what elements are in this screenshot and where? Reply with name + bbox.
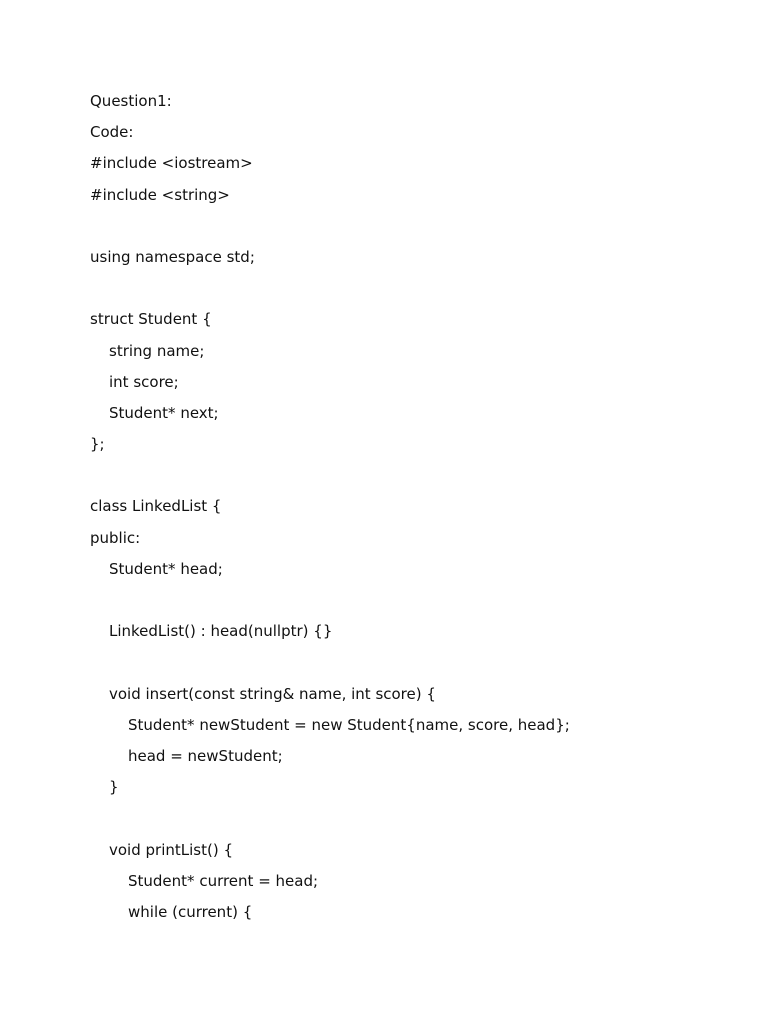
code-line: struct Student {	[90, 310, 212, 329]
code-line: Student* next;	[109, 403, 219, 422]
code-line: void printList() {	[109, 840, 233, 859]
code-blank-line	[90, 211, 730, 242]
code-line: head = newStudent;	[128, 746, 283, 765]
code-line: Student* current = head;	[128, 871, 319, 890]
code-blank-line	[90, 585, 730, 616]
code-line: LinkedList() : head(nullptr) {}	[109, 622, 333, 641]
code-line: Student* head;	[109, 559, 223, 578]
code-label: Code:	[90, 123, 134, 142]
code-line: }	[109, 778, 119, 797]
code-block	[90, 148, 730, 928]
code-line: using namespace std;	[90, 247, 255, 266]
document-body	[90, 86, 730, 928]
code-line: public:	[90, 528, 141, 547]
question-heading: Question1:	[90, 92, 172, 110]
code-line: };	[90, 435, 105, 454]
code-line: void insert(const string& name, int score) {	[109, 684, 436, 703]
code-line: string name;	[109, 341, 205, 360]
code-blank-line	[90, 273, 730, 304]
code-blank-line	[90, 460, 730, 491]
code-line: int score;	[109, 372, 179, 391]
code-line: #include <string>	[90, 185, 230, 204]
code-line: class LinkedList {	[90, 497, 222, 516]
code-blank-line	[90, 647, 730, 678]
code-line: while (current) {	[128, 902, 253, 921]
code-line: Student* newStudent = new Student{name, score, head};	[128, 715, 570, 734]
code-blank-line	[90, 803, 730, 834]
code-line: #include <iostream>	[90, 154, 253, 173]
